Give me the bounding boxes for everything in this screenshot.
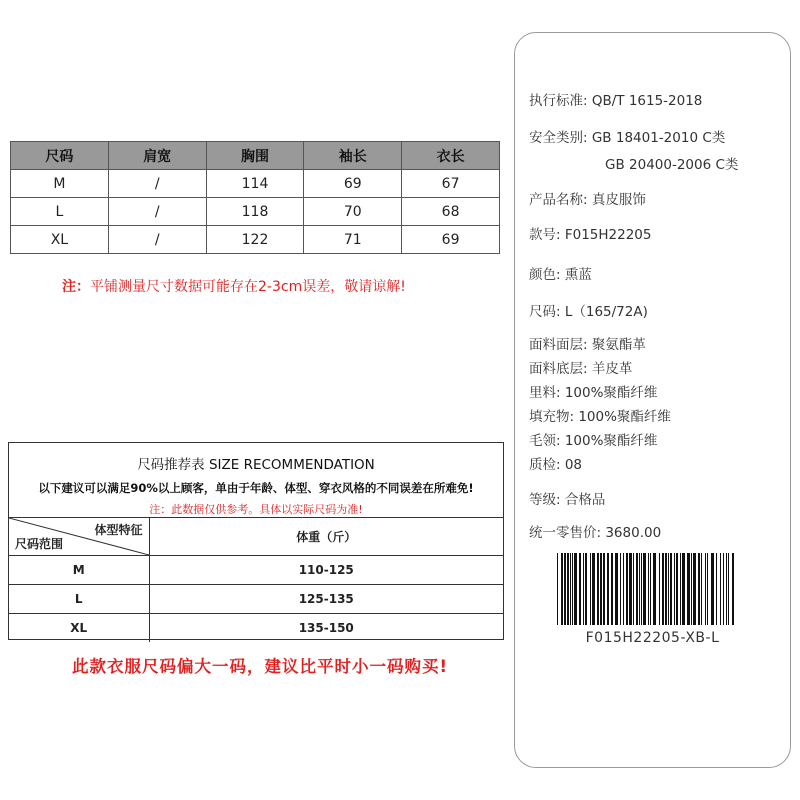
diagonal-header-cell: [9, 518, 149, 556]
header-chest: 胸围: [206, 142, 304, 170]
measurement-note: [62, 276, 406, 296]
barcode-bar: [611, 553, 613, 625]
barcode-bar: [650, 553, 651, 625]
header-size: 尺码: [11, 142, 109, 170]
cell-shoulder: /: [108, 170, 206, 198]
cell-size: L: [11, 198, 109, 226]
barcode-bar: [728, 553, 729, 625]
body-type-header: 体型特征: [94, 523, 143, 537]
barcode-bar: [592, 553, 595, 625]
barcode-bar: [726, 553, 727, 625]
tag-collar: 毛领: 100%聚酯纤维: [529, 433, 658, 449]
cell-chest: 122: [206, 226, 304, 254]
barcode-bar: [648, 553, 649, 625]
barcode-bar: [653, 553, 656, 625]
barcode-bar: [643, 553, 646, 625]
barcode-bar: [590, 553, 591, 625]
tag-safety-category: 安全类别: GB 18401-2010 C类: [529, 130, 726, 146]
barcode-bar: [639, 553, 640, 625]
barcode-bar: [557, 553, 558, 625]
barcode-bar: [682, 553, 685, 625]
barcode-bar: [572, 553, 573, 625]
barcode-bar: [567, 553, 569, 625]
cell-sleeve: 70: [304, 198, 402, 226]
barcode-bar: [579, 553, 581, 625]
barcode-bar: [583, 553, 584, 625]
weight-header: 体重（斤）: [149, 518, 503, 556]
cell-length: 67: [402, 170, 500, 198]
cell-shoulder: /: [108, 226, 206, 254]
table-row: [9, 556, 503, 585]
tag-filling: 填充物: 100%聚酯纤维: [529, 409, 671, 425]
tag-safety-category-2: GB 20400-2006 C类: [605, 157, 739, 173]
barcode-bar: [636, 553, 638, 625]
measurement-note-prefix: 注：: [62, 279, 90, 295]
cell-size: M: [11, 170, 109, 198]
barcode-bar: [711, 553, 714, 625]
tag-inspector: 质检: 08: [529, 457, 583, 473]
barcode-bar: [707, 553, 708, 625]
cell-sleeve: 69: [304, 170, 402, 198]
barcode-bar: [574, 553, 577, 625]
barcode-bar: [620, 553, 621, 625]
rec-size: M: [9, 556, 149, 585]
barcode-bar: [570, 553, 571, 625]
barcode-bar: [641, 553, 642, 625]
tag-outer-base: 面料底层: 羊皮革: [529, 361, 633, 377]
rec-size: XL: [9, 614, 149, 643]
fit-warning: 此款衣服尺码偏大一码，建议比平时小一码购买!: [71, 657, 449, 676]
barcode-bar: [732, 553, 734, 625]
tag-lining: 里料: 100%聚酯纤维: [529, 385, 658, 401]
barcode-bar: [701, 553, 702, 625]
product-tag-card: [514, 32, 791, 768]
barcode-bar: [629, 553, 632, 625]
header-length: 衣长: [402, 142, 500, 170]
size-table-header: [11, 142, 500, 170]
table-row: [11, 226, 500, 254]
cell-chest: 118: [206, 198, 304, 226]
barcode-bar: [676, 553, 678, 625]
tag-price: 统一零售价: 3680.00: [529, 525, 662, 541]
rec-weight: 125-135: [149, 585, 503, 614]
cell-sleeve: 71: [304, 226, 402, 254]
tag-color: 颜色: 熏蓝: [529, 267, 592, 283]
barcode-bar: [680, 553, 681, 625]
tag-grade: 等级: 合格品: [529, 492, 606, 508]
recommendation-subtitle: 以下建议可以满足90%以上顾客，单由于年龄、体型、穿衣风格的不同误差在所难免!: [38, 481, 474, 495]
barcode-number: F015H22205-XB-L: [585, 630, 720, 646]
recommendation-note: 注：此数据仅供参考。具体以实际尺码为准!: [149, 503, 363, 516]
barcode-bar: [665, 553, 667, 625]
barcode-bar: [698, 553, 700, 625]
barcode-bar: [615, 553, 618, 625]
barcode-bar: [705, 553, 706, 625]
barcode-bar: [723, 553, 724, 625]
tag-style-number: 款号: F015H22205: [529, 227, 652, 243]
rec-size: L: [9, 585, 149, 614]
recommendation-header-row: [9, 518, 503, 556]
measurement-note-text: 平铺测量尺寸数据可能存在2-3cm误差，敬请谅解!: [90, 279, 406, 295]
tag-standard: 执行标准: QB/T 1615-2018: [529, 93, 703, 109]
barcode-bar: [600, 553, 602, 625]
barcode-bar: [626, 553, 628, 625]
barcode-bar: [561, 553, 563, 625]
header-sleeve: 袖长: [304, 142, 402, 170]
rec-weight: 110-125: [149, 556, 503, 585]
cell-shoulder: /: [108, 198, 206, 226]
barcode-bar: [674, 553, 675, 625]
barcode-bar: [691, 553, 692, 625]
barcode-bar: [597, 553, 599, 625]
barcode-bar: [585, 553, 587, 625]
size-range-header: 尺码范围: [15, 537, 64, 551]
barcode: [557, 553, 737, 625]
barcode-bar: [659, 553, 660, 625]
barcode-bar: [670, 553, 672, 625]
size-table: [10, 141, 500, 254]
cell-length: 69: [402, 226, 500, 254]
recommendation-grid: [9, 517, 503, 642]
table-row: [9, 585, 503, 614]
table-row: [11, 198, 500, 226]
barcode-bar: [564, 553, 566, 625]
barcode-bar: [720, 553, 721, 625]
barcode-bar: [687, 553, 690, 625]
recommendation-title: 尺码推荐表 SIZE RECOMMENDATION: [137, 457, 375, 473]
size-recommendation-table: [8, 442, 504, 640]
barcode-bar: [633, 553, 634, 625]
tag-product-name: 产品名称: 真皮服饰: [529, 192, 646, 208]
barcode-bar: [603, 553, 605, 625]
barcode-bar: [623, 553, 624, 625]
cell-length: 68: [402, 198, 500, 226]
header-shoulder: 肩宽: [108, 142, 206, 170]
barcode-bar: [716, 553, 717, 625]
barcode-bar: [668, 553, 669, 625]
table-row: [11, 170, 500, 198]
tag-size: 尺码: L（165/72A): [529, 304, 648, 320]
cell-size: XL: [11, 226, 109, 254]
table-row: [9, 614, 503, 643]
rec-weight: 135-150: [149, 614, 503, 643]
barcode-bar: [693, 553, 696, 625]
barcode-bar: [662, 553, 664, 625]
tag-outer-face: 面料面层: 聚氨酯革: [529, 337, 646, 353]
cell-chest: 114: [206, 170, 304, 198]
barcode-bar: [607, 553, 609, 625]
